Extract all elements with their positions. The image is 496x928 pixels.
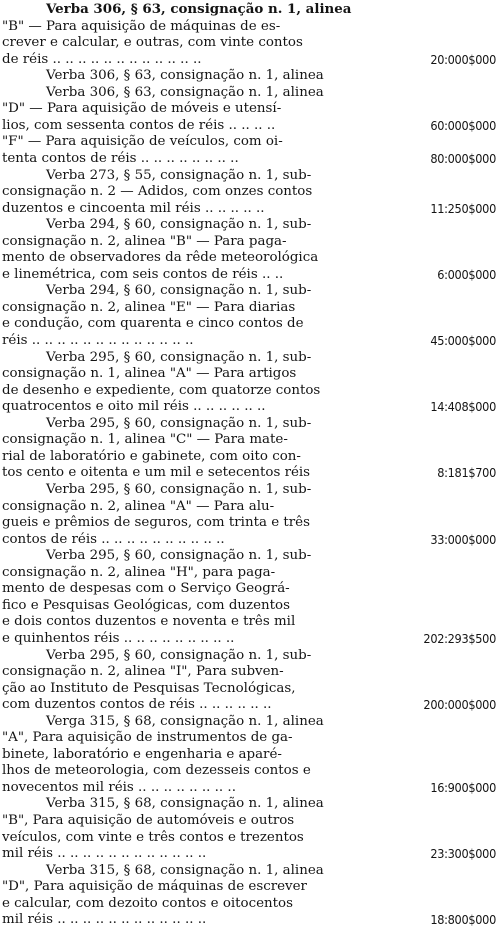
line-text: e quinhentos réis .. .. .. .. .. .. .. .. .. [2,630,235,646]
line-text: duzentos e cincoenta mil réis .. .. .. .. .. [2,200,265,216]
line-text: fico e Pesquisas Geológicas, com duzentos [2,597,290,613]
line-text: com duzentos contos de réis .. .. .. .. .. .. [2,697,272,713]
text-line [2,382,496,399]
text-line [2,266,496,283]
amount-value: 6:000$000 [437,266,496,282]
line-text: Verga 315, § 68, consignação n. 1, alinea [46,713,324,729]
line-text: gueis e prêmios de seguros, com trinta e três [2,515,310,531]
amount-value: 60:000$000 [430,117,496,133]
text-line [2,448,496,465]
text-line [2,200,496,217]
line-text: "A", Para aquisição de instrumentos de ga- [2,730,293,746]
text-line [2,613,496,630]
line-text: consignação n. 2 — Adidos, com onzes contos [2,184,313,200]
text-line [2,895,496,912]
line-text: quatrocentos e oito mil réis .. .. .. .. .. .. [2,399,266,415]
text-line [2,762,496,779]
text-line [2,829,496,846]
text-line [2,680,496,697]
text-line [2,233,496,250]
line-text: mil réis .. .. .. .. .. .. .. .. .. .. .. .. [2,846,207,862]
amount-value: 11:250$000 [430,200,496,216]
text-line [2,498,496,515]
entry-heading-line [2,282,496,299]
entry-heading-line [2,547,496,564]
entry-heading-line [2,67,496,84]
amount-value: 23:300$000 [430,846,496,862]
line-text: e condução, com quarenta e cinco contos de [2,316,304,332]
line-text: "D" — Para aquisição de móveis e utensí- [2,101,282,117]
line-text: lhos de meteorologia, com dezesseis contos e [2,763,311,779]
line-text: ção ao Instituto de Pesquisas Tecnológicas, [2,680,296,696]
entry-heading-line [2,713,496,730]
amount-value: 20:000$000 [430,51,496,67]
amount-value: 202:293$500 [423,630,496,646]
line-text: consignação n. 1, alinea "A" — Para artigos [2,366,297,382]
line-text: e calcular, com dezoito contos e oitocentos [2,895,293,911]
text-line [2,630,496,647]
text-line [2,398,496,415]
line-text: contos de réis .. .. .. .. .. .. .. .. .. .. [2,531,225,547]
entry-heading-line [2,84,496,101]
text-line [2,911,496,928]
line-text: "B" — Para aquisição de máquinas de es- [2,18,281,34]
line-text: tos cento e oitenta e um mil e setecentos réis [2,465,311,481]
text-line [2,514,496,531]
line-text: mento de observadores da rêde meteorológica [2,250,319,266]
text-line [2,746,496,763]
text-line [2,183,496,200]
line-text: réis .. .. .. .. .. .. .. .. .. .. .. .. .. [2,333,194,348]
entry-heading-line [2,862,496,879]
amount-value: 200:000$000 [423,697,496,713]
text-line [2,51,496,68]
text-line [2,299,496,316]
line-text: veículos, com vinte e três contos e trezentos [2,829,304,845]
amount-value: 14:408$000 [430,399,496,415]
text-line [2,18,496,35]
line-text: "B", Para aquisição de automóveis e outros [2,813,295,828]
text-line [2,464,496,481]
line-text: mil réis .. .. .. .. .. .. .. .. .. .. .. .. [2,912,207,928]
text-line [2,845,496,862]
text-line [2,34,496,51]
text-line [2,696,496,713]
line-text: de desenho e expediente, com quatorze contos [2,382,321,398]
line-text: consignação n. 2, alinea "B" — Para paga- [2,233,287,249]
text-line [2,249,496,266]
amount-value: 45:000$000 [430,333,496,348]
line-text: Verba 306, § 63, consignação n. 1, alinea [46,68,324,84]
entry-heading-line [2,795,496,812]
line-text: Verba 295, § 60, consignação n. 1, sub- [46,548,312,564]
text-line [2,133,496,150]
entry-heading-line [2,167,496,184]
text-line [2,531,496,548]
entry-heading-line [2,1,496,18]
text-line [2,580,496,597]
text-line [2,597,496,614]
text-line [2,812,496,829]
entry-heading-line [2,349,496,366]
text-line [2,117,496,134]
line-text: crever e calcular, e outras, com vinte contos [2,35,303,51]
line-text: e linemétrica, com seis contos de réis .. .. [2,266,284,282]
text-line [2,100,496,117]
line-text: lios, com sessenta contos de réis .. .. .. .. [2,117,276,133]
line-text: consignação n. 2, alinea "E" — Para diarias [2,299,296,315]
entry-heading-line [2,647,496,664]
line-text: rial de laboratório e gabinete, com oito con- [2,448,301,464]
text-line [2,564,496,581]
text-line [2,431,496,448]
line-text: de réis .. .. .. .. .. .. .. .. .. .. .. .. [2,51,202,67]
text-line [2,779,496,796]
entry-heading-line [2,216,496,233]
amount-value: 16:900$000 [430,779,496,795]
text-line [2,663,496,680]
amount-value: 8:181$700 [437,465,496,481]
line-text: Verba 306, § 63, consignação n. 1, alinea [46,84,324,100]
text-line [2,332,496,349]
line-text: Verba 295, § 60, consignação n. 1, sub- [46,349,312,365]
amount-value: 80:000$000 [430,151,496,166]
line-text: Verba 273, § 55, consignação n. 1, sub- [46,167,312,183]
line-text: Verba 315, § 68, consignação n. 1, alinea [46,796,324,812]
line-text: binete, laboratório e engenharia e aparé- [2,746,282,762]
line-text: Verba 294, § 60, consignação n. 1, sub- [46,217,312,233]
line-text: consignação n. 2, alinea "A" — Para alu- [2,498,275,514]
line-text: Verba 306, § 63, consignação n. 1, alinea [46,1,352,17]
text-line [2,878,496,895]
line-text: Verba 295, § 60, consignação n. 1, sub- [46,482,312,497]
line-text: tenta contos de réis .. .. .. .. .. .. .. .. [2,151,239,166]
amount-value: 33:000$000 [430,531,496,547]
text-line [2,315,496,332]
line-text: Verba 295, § 60, consignação n. 1, sub- [46,415,312,431]
line-text: consignação n. 1, alinea "C" — Para mate- [2,432,288,448]
line-text: mento de despesas com o Serviço Geográ- [2,581,290,597]
line-text: Verba 294, § 60, consignação n. 1, sub- [46,283,312,299]
text-line [2,729,496,746]
line-text: e dois contos duzentos e noventa e três mil [2,614,296,630]
line-text: "F" — Para aquisição de veículos, com oi- [2,134,283,150]
line-text: novecentos mil réis .. .. .. .. .. .. .. .. [2,779,236,795]
amount-value: 18:800$000 [430,912,496,928]
entry-heading-line [2,415,496,432]
text-line [2,150,496,167]
line-text: consignação n. 2, alinea "I", Para subven- [2,664,284,679]
line-text: Verba 315, § 68, consignação n. 1, alinea [46,862,324,878]
entry-heading-line [2,481,496,498]
text-line [2,365,496,382]
line-text: consignação n. 2, alinea "H", para paga- [2,564,276,580]
line-text: "D", Para aquisição de máquinas de escrever [2,879,307,895]
line-text: Verba 295, § 60, consignação n. 1, sub- [46,647,312,663]
